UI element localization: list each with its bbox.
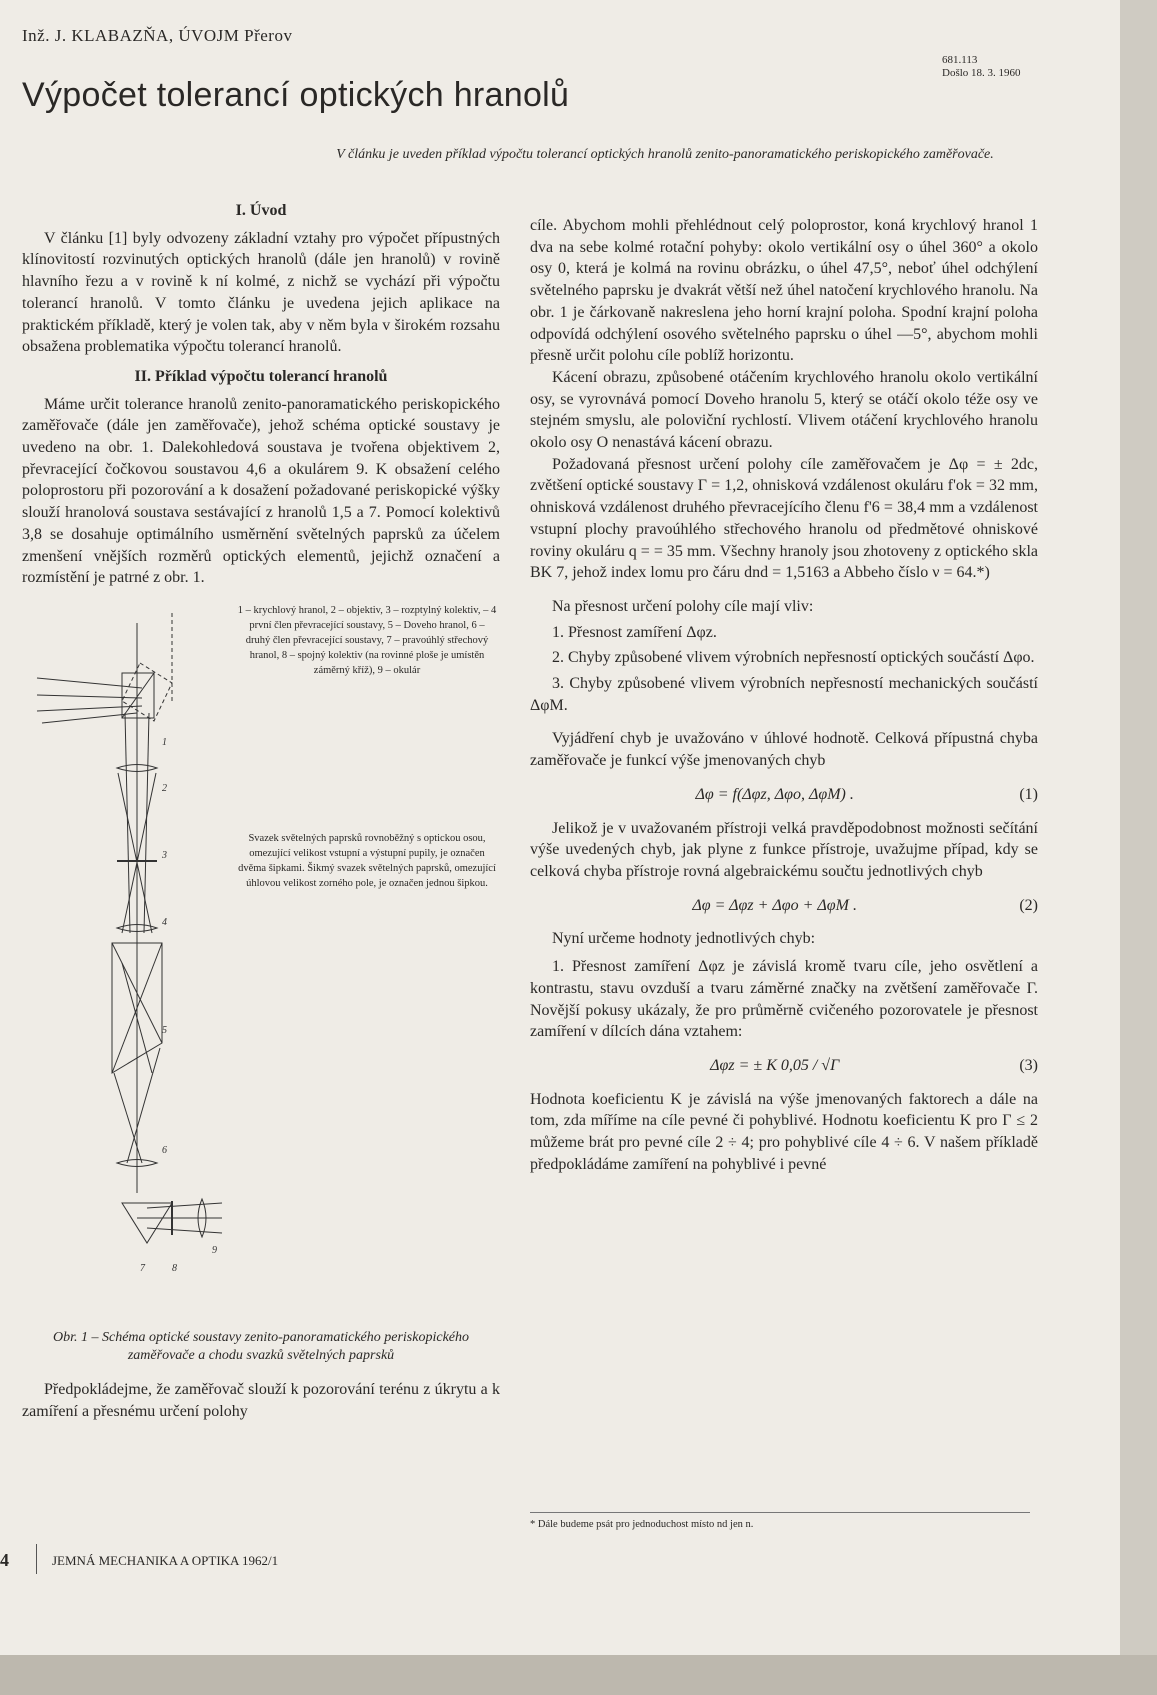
label-2: 2 <box>162 782 167 794</box>
paragraph: V článku [1] byly odvozeny základní vztahy pro výpočet přípustných klínovitostí rozvinutých optických hranolů (dále jen hranolů) v rovině hlavního řezu a v rovině k ní kolmé, z nichž se vychází při výpočtu tolerancí hranolů. V tomto článku je uvedena jejich aplikace na praktickém příkladě, který je volen tak, aby v něm byla v širokém rozsahu obsažena problematika výpočtu tolerancí hranolů. <box>22 229 500 356</box>
ray <box>147 1203 222 1208</box>
equation-1 <box>530 784 1038 806</box>
udc-number: 681.113 <box>942 54 978 66</box>
section-intro-heading: I. Úvod <box>235 202 287 219</box>
paragraph: Máme určit tolerance hranolů zenito-panoramatického periskopického zaměřovače (dále jen zaměřovače), jehož schéma optické soustavy je uvedeno na obr. 1. Dalekohledová soustava je tvořena objektivem 2, převracející čočkovou soustavou 4,6 a okulárem 9. K obsažení celého poloprostoru při pozorování a k dosažení požadované periskopické výšky slouží hranolová soustava sestávající z hranolů 1,5 a 7. Pomocí kolektivů 3,8 se dosahuje optimálního usměrnění světelných paprsků za účelem zmenšení vnějších rozměrů optických elementů, jejichž označení a rozmístění je patrné z obr. 1. <box>22 395 500 587</box>
list-item: 3. Chyby způsobené vlivem výrobních nepřesností mechanických součástí ΔφM. <box>530 675 1038 714</box>
paragraph: Na přesnost určení polohy cíle mají vliv: <box>552 597 814 615</box>
equation-1-body: Δφ = f(Δφz, Δφo, ΔφM) . <box>695 785 854 803</box>
ray <box>37 678 142 688</box>
paragraph: Jelikož je v uvažovaném přístroji velká pravděpodobnost možnosti sečítání výše uvedených chyb, jak plyne z funkce přístroje, uvažujme případ, kdy se celková chyba přístroje rovná algebraickému součtu jednotlivých chyb <box>530 819 1038 880</box>
label-4: 4 <box>162 916 167 928</box>
figure-legend: 1 – krychlový hranol, 2 – objektiv, 3 – rozptylný kolektiv, – 4 první člen převracející soustavy, 5 – Doveho hranol, 6 – druhý člen převracející soustavy, 7 – pravoúhlý střechový hranol, 8 – spojný kolektiv (na rovinné ploše je umístěn záměrný kříž), 9 – okulár <box>237 604 497 676</box>
paragraph: Předpokládejme, že zaměřovač slouží k pozorování terénu z úkrytu a k zamíření a přesnému určení polohy <box>22 1380 500 1420</box>
roof-prism <box>122 1203 172 1243</box>
equation-3-body: Δφz = ± K 0,05 / √Γ <box>710 1056 840 1074</box>
paragraph: Kácení obrazu, způsobené otáčením krychlového hranolu okolo vertikální osy, se vyrovnává pomocí Doveho hranolu 5, který se otáčí okolo téže osy ve stejném smyslu, ale poloviční rychlostí. Vlivem otáčení krychlového hranolu okolo osy O nenastává kácení obrazu. <box>530 368 1038 452</box>
paragraph: Požadovaná přesnost určení polohy cíle zaměřovačem je Δφ = ± 2dc, zvětšení optické soustavy Γ = 1,2, ohnisková vzdálenost okuláru f'ok = 32 mm, ohnisková vzdálenost druhého převracejícího členu f'6 = 38,4 mm a vzdálenost vstupní plochy pravoúhlého střechového hranolu od předmětové ohniskové roviny okuláru q = = 35 mm. Všechny hranoly jsou zhotoveny z optického skla BK 7, jehož index lomu pro čáru dnd = 1,5163 a Abbeho číslo ν = 64.*) <box>530 455 1038 582</box>
received-date: Došlo 18. 3. 1960 <box>942 67 1021 79</box>
equation-3 <box>530 1055 1038 1077</box>
label-8: 8 <box>172 1262 177 1274</box>
footnote: * Dále budeme psát pro jednoduchost místo nd jen n. <box>530 1512 1030 1530</box>
paragraph: Nyní určeme hodnoty jednotlivých chyb: <box>552 930 816 948</box>
ray <box>127 1048 160 1163</box>
udc-block <box>942 54 1021 80</box>
abstract: V článku je uveden příklad výpočtu tolerancí optických hranolů zenito-panoramatického periskopického zaměřovače. <box>336 147 994 162</box>
footer-divider <box>36 1544 37 1574</box>
label-5: 5 <box>162 1024 167 1036</box>
equation-2-number: (2) <box>1019 896 1038 914</box>
figure-1 <box>22 603 500 1323</box>
section-example-heading: II. Příklad výpočtu tolerancí hranolů <box>134 367 388 385</box>
label-9: 9 <box>212 1244 217 1256</box>
paragraph: Hodnota koeficientu K je závislá na výše jmenovaných faktorech a dále na tom, zda míříme na cíle pevné či pohyblivé. Hodnotu koeficientu K pro Γ ≤ 2 můžeme brát pro pevné cíle 2 ÷ 4; pro pohyblivé cíle 4 ÷ 6. V našem příkladě předpokládáme zamíření na pohyblivé i pevné <box>530 1090 1038 1173</box>
equation-2 <box>530 895 1038 917</box>
cube-prism-dashed <box>122 663 172 721</box>
left-column <box>22 200 500 1422</box>
optical-schematic <box>22 603 237 1323</box>
ray <box>37 695 142 698</box>
influence-list <box>530 622 1038 717</box>
scanner-strip <box>0 1655 1157 1695</box>
equation-3-number: (3) <box>1019 1056 1038 1074</box>
ray <box>147 1228 222 1233</box>
list-item: 1. Přesnost zamíření Δφz. <box>552 623 717 641</box>
right-column <box>530 215 1038 1175</box>
figure-ray-note: Svazek světelných paprsků rovnoběžný s optickou osou, omezující velikost vstupní a výstupní pupily, je označen dvěma šipkami. Šikmý svazek světelných paprsků, omezující úhlovou velikost zorného pole, je označen jednou šipkou. <box>238 832 496 889</box>
equation-2-body: Δφ = Δφz + Δφo + ΔφM . <box>692 896 857 914</box>
label-1: 1 <box>162 736 167 748</box>
ray <box>114 1073 142 1163</box>
label-3: 3 <box>162 849 167 861</box>
paragraph: 1. Přesnost zamíření Δφz je závislá kromě tvaru cíle, jeho osvětlení a kontrastu, stavu ovzduší a tvaru záměrné značky na zvětšení zaměřovače Γ. Novější pokusy ukázaly, že pro průměrně cvičeného pozorovatele je přesnost zamíření v dílcích dána vztahem: <box>530 958 1038 1041</box>
equation-1-number: (1) <box>1019 785 1038 803</box>
journal-name: JEMNÁ MECHANIKA A OPTIKA 1962/1 <box>52 1553 279 1568</box>
list-item: 2. Chyby způsobené vlivem výrobních nepřesností optických součástí Δφo. <box>552 649 1035 667</box>
page-number: 4 <box>0 1550 9 1570</box>
page-edge <box>1120 0 1157 1695</box>
label-7: 7 <box>140 1262 145 1274</box>
authors: Inž. J. KLABAZŇA, ÚVOJM Přerov <box>22 26 293 45</box>
article-title: Výpočet tolerancí optických hranolů <box>22 76 570 114</box>
paragraph: cíle. Abychom mohli přehlédnout celý poloprostor, koná krychlový hranol 1 dva na sebe kolmé rotační pohyby: okolo vertikální osy o úhel 360° a okolo osy 0, která je kolmá na rovinu obrázku, o úhel 47,5°, neboť úhel odchýlení světelného paprsku je dvakrát větší než úhel natočení krychlového hranolu. Na obr. 1 je čárkovaně nakreslena jeho horní krajní poloha. Spodní krajní poloha odpovídá odchýlení osového světelného paprsku o úhel —5°, abychom mohli přesně určit polohu cíle poblíž horizontu. <box>530 217 1038 365</box>
figure-caption: Obr. 1 – Schéma optické soustavy zenito-panoramatického periskopického zaměřovače a chodu svazků světelných paprsků <box>52 1329 469 1363</box>
paragraph: Vyjádření chyb je uvažováno v úhlové hodnotě. Celková přípustná chyba zaměřovače je funkcí výše jmenovaných chyb <box>530 730 1038 770</box>
ray <box>37 706 142 711</box>
label-6: 6 <box>162 1144 167 1156</box>
